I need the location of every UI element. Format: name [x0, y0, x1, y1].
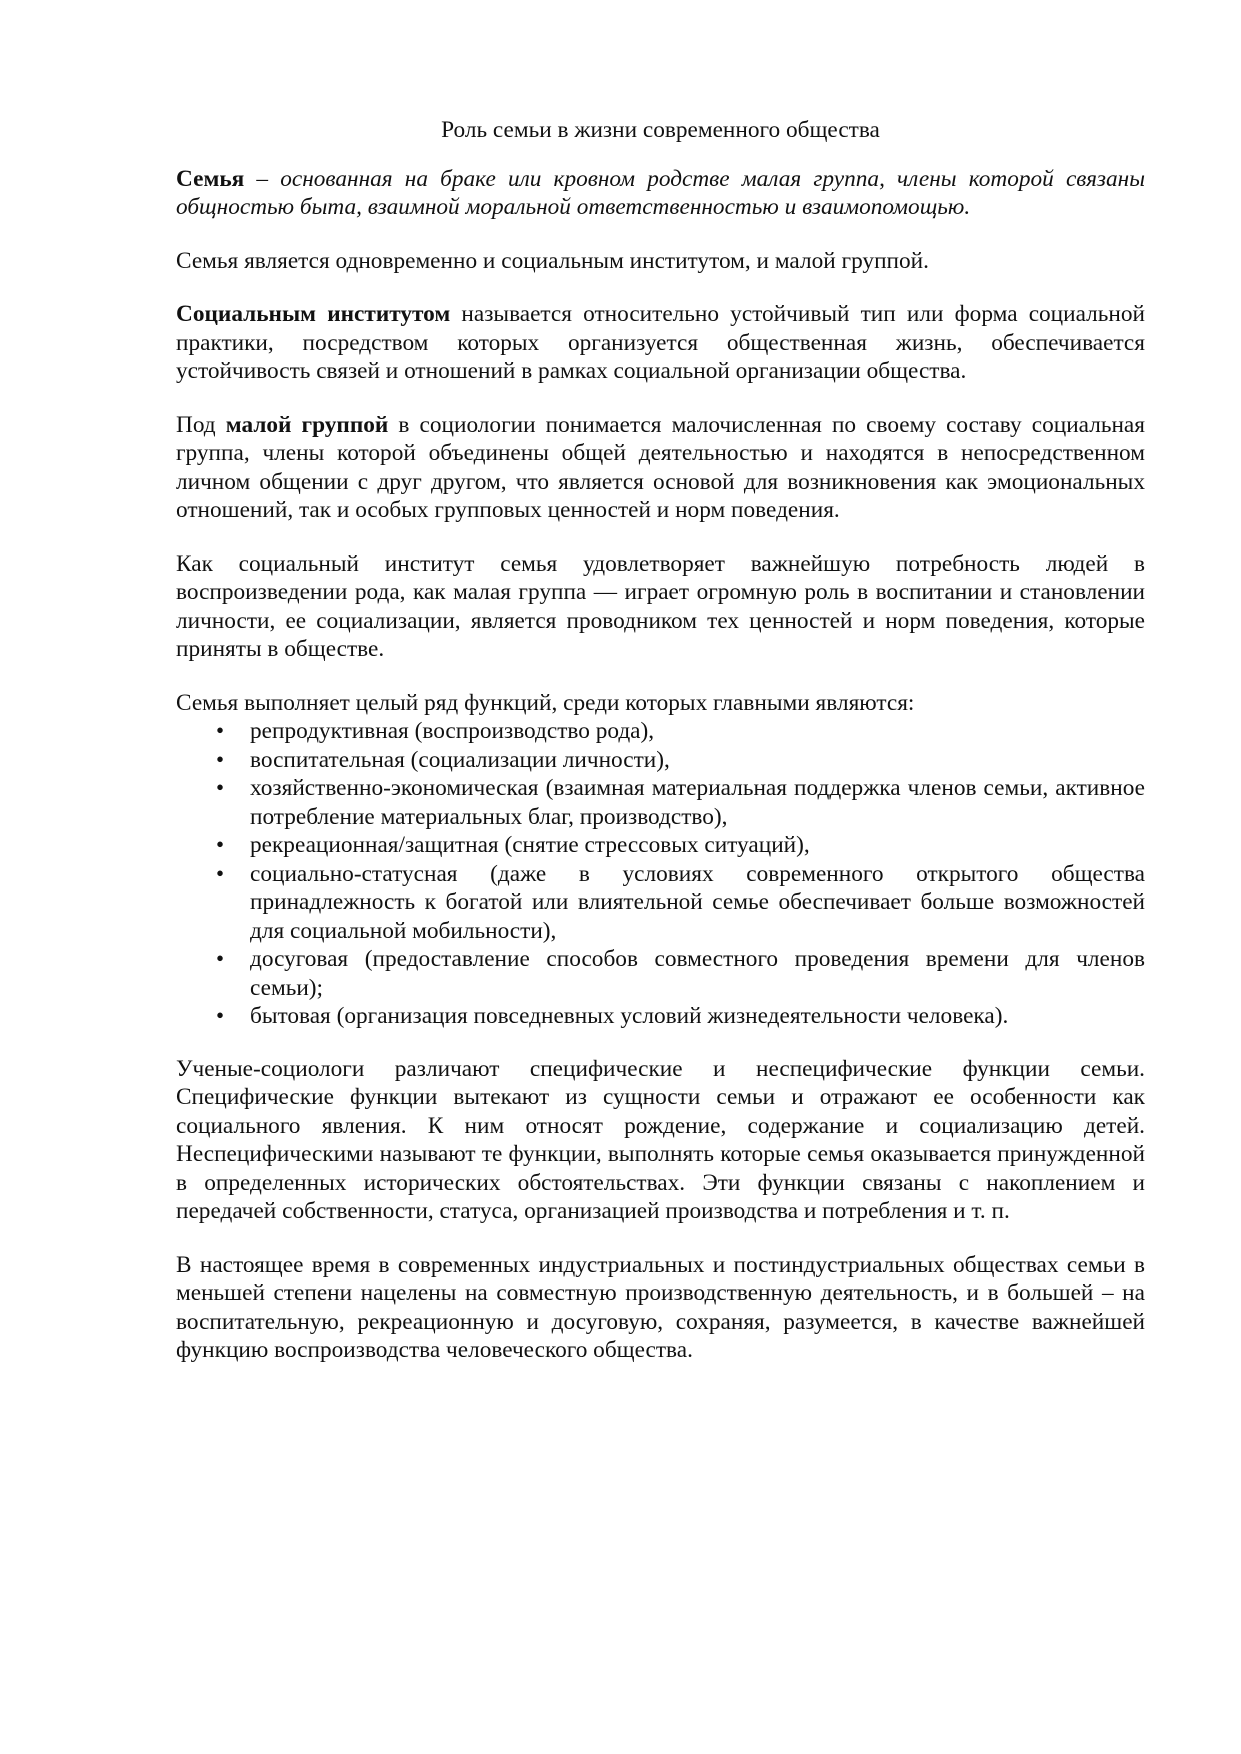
- social-institute-term: Социальным институтом: [176, 301, 451, 327]
- document-page: [176, 116, 1145, 1390]
- paragraph-small-group: [176, 411, 1145, 525]
- list-item: [176, 774, 1145, 831]
- bullet-icon: •: [216, 1003, 225, 1028]
- social-institute-text: называется относительно устойчивый тип или форма социальной практики, посредством которых организуется общественная жизнь, обеспечивается устойчивость связей и отношений в рамках социальной организации общества.: [176, 301, 1145, 384]
- paragraph-social-institute: [176, 300, 1145, 386]
- definition-paragraph: [176, 165, 1145, 222]
- bullet-icon: •: [216, 832, 225, 857]
- list-item: [176, 831, 1145, 860]
- function-text: воспитательная (социализации личности),: [250, 746, 670, 773]
- list-item: [176, 860, 1145, 946]
- bullet-icon: •: [216, 860, 225, 886]
- definition-dash: –: [244, 165, 281, 192]
- bullet-icon: •: [216, 718, 225, 743]
- paragraph-family-role: Как социальный институт семья удовлетворяет важнейшую потребность людей в воспроизведении рода, как малая группа — играет огромную роль в воспитании и становлении личности, ее социализации, является проводником тех ценностей и норм поведения, которые приняты в обществе.: [176, 550, 1145, 662]
- function-text: репродуктивная (воспроизводство рода),: [250, 718, 655, 744]
- function-text: хозяйственно-экономическая (взаимная материальная поддержка членов семьи, активное потребление материальных благ, производство),: [250, 775, 1145, 830]
- list-item: [176, 717, 1145, 746]
- small-group-text: в социологии понимается малочисленная по своему составу социальная группа, члены которой объединены общей деятельностью и находятся в непосредственном личном общении с друг другом, что является основой для возникновения как эмоциональных отношений, так и особых групповых ценностей и норм поведения.: [176, 411, 1145, 523]
- bullet-icon: •: [216, 746, 225, 772]
- paragraph-dual-nature: Семья является одновременно и социальным институтом, и малой группой.: [176, 247, 929, 274]
- bullet-icon: •: [216, 946, 225, 971]
- paragraph-functions-intro: Семья выполняет целый ряд функций, среди которых главными являются:: [176, 689, 915, 716]
- list-item: [176, 1002, 1145, 1031]
- list-item: [176, 945, 1145, 1002]
- definition-term: Семья: [176, 165, 245, 192]
- document-title: Роль семьи в жизни современного общества: [441, 117, 880, 143]
- function-text: рекреационная/защитная (снятие стрессовых ситуаций),: [250, 832, 810, 858]
- paragraph-modern-society: В настоящее время в современных индустриальных и постиндустриальных обществах семьи в меньшей степени нацелены на совместную производственную деятельность, и в большей – на воспитательную, рекреационную и досуговую, сохраняя, разумеется, в качестве важнейшей функцию воспроизводства человеческого общества.: [176, 1251, 1145, 1363]
- paragraph-specific-functions: Ученые-социологи различают специфические и неспецифические функции семьи. Специфические функции вытекают из сущности семьи и отражают ее особенности как социального явления. К ним относят рождение, содержание и социализацию детей. Неспецифическими называют те функции, выполнять которые семья оказывается принужденной в определенных исторических обстоятельствах. Эти функции связаны с накоплением и передачей собственности, статуса, организацией производства и потребления и т. п.: [176, 1055, 1145, 1224]
- bullet-icon: •: [216, 775, 225, 800]
- small-group-prefix: Под: [176, 411, 226, 438]
- function-text: досуговая (предоставление способов совместного проведения времени для членов семьи);: [250, 946, 1145, 1001]
- definition-text: основанная на браке или кровном родстве малая группа, члены которой связаны общностью быта, взаимной моральной ответственностью и взаимопомощью.: [176, 165, 1146, 220]
- list-item: [176, 746, 1145, 775]
- small-group-term: малой группой: [225, 411, 389, 438]
- function-text: бытовая (организация повседневных условий жизнедеятельности человека).: [250, 1003, 1009, 1029]
- functions-list: [176, 717, 1145, 1031]
- function-text: социально-статусная (даже в условиях современного открытого общества принадлежность к богатой или влиятельной семье обеспечивает больше возможностей для социальной мобильности),: [250, 860, 1145, 944]
